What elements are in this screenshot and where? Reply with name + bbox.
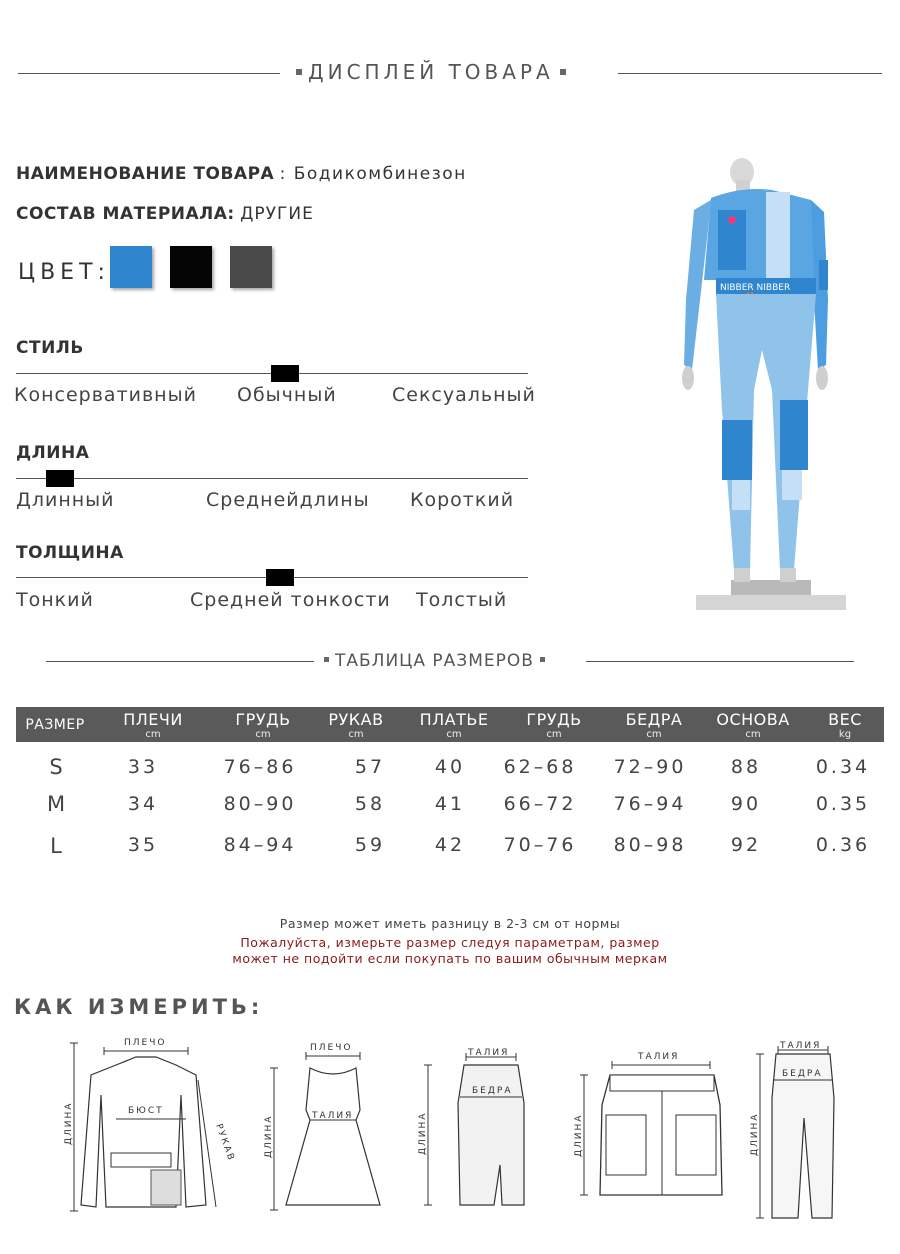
thickness-option-thin: Тонкий (16, 589, 94, 611)
table-cell: 90 (730, 793, 762, 815)
header-chest: ГРУДЬ cm (526, 710, 582, 740)
bullet-icon (560, 69, 566, 75)
thickness-title: ТОЛЩИНА (16, 543, 124, 563)
header-shoulders: ПЛЕЧИ cm (123, 710, 183, 740)
table-cell: 35 (127, 834, 159, 856)
header-hips: БЕДРА cm (625, 710, 683, 740)
display-section-title (290, 60, 572, 84)
shorts-waist-label: ТАЛИЯ (638, 1052, 680, 1062)
color-swatch-black[interactable] (170, 246, 212, 288)
table-cell: 84–94 (223, 834, 297, 856)
measure-warning-line2: может не подойти если покупать по вашим обычным меркам (232, 951, 668, 966)
table-cell: 80–90 (223, 793, 297, 815)
table-cell: 92 (730, 834, 762, 856)
coat-shoulder-label: ПЛЕЧО (124, 1038, 167, 1048)
length-title: ДЛИНА (16, 443, 90, 463)
style-marker (271, 365, 299, 382)
bullet-icon (324, 657, 329, 662)
color-label: ЦВЕТ: (18, 260, 110, 285)
measure-warning-line1: Пожалуйста, измерьте размер следуя параметрам, размер (240, 935, 660, 950)
header-size: РАЗМЕР (25, 717, 85, 733)
length-scale-line (16, 478, 528, 479)
header-dress: ПЛАТЬЕ cm (419, 710, 489, 740)
table-cell: 42 (434, 834, 466, 856)
pants-hips-label: БЕДРА (782, 1069, 823, 1079)
display-header-line-right (618, 73, 882, 74)
table-cell: 57 (354, 756, 386, 778)
dress-length-label: ДЛИНА (264, 1114, 274, 1158)
header-weight: ВЕС kg (828, 710, 862, 740)
material-row (16, 204, 314, 224)
how-to-measure-title: КАК ИЗМЕРИТЬ: (14, 995, 264, 1019)
pants-waist-label: ТАЛИЯ (780, 1041, 822, 1051)
color-swatch-blue[interactable] (110, 246, 152, 288)
product-name-row (16, 164, 467, 184)
material-value: ДРУГИЕ (240, 204, 314, 224)
display-header-line-left (18, 73, 280, 74)
skirt-measure-sketch (410, 1045, 540, 1215)
thickness-marker (266, 569, 294, 586)
skirt-hips-label: БЕДРА (472, 1086, 513, 1096)
table-cell: L (50, 834, 62, 858)
length-option-medium: Среднейдлины (206, 489, 370, 511)
pants-length-label: ДЛИНА (750, 1112, 760, 1156)
table-cell: 70–76 (503, 834, 577, 856)
table-cell: 80–98 (613, 834, 687, 856)
table-cell: 59 (354, 834, 386, 856)
skirt-length-label: ДЛИНА (418, 1111, 428, 1155)
table-cell: 40 (434, 756, 466, 778)
style-option-conservative: Консервативный (14, 384, 197, 406)
table-cell: 0.35 (815, 793, 871, 815)
product-name-label: НАИМЕНОВАНИЕ ТОВАРА (16, 164, 275, 184)
table-cell: M (46, 792, 66, 816)
coat-length-label: ДЛИНА (64, 1101, 74, 1145)
material-label: СОСТАВ МАТЕРИАЛА: (16, 204, 235, 224)
table-cell: 62–68 (503, 756, 577, 778)
waistband-text: NIBBER NIBBER (720, 283, 791, 293)
style-title: СТИЛЬ (16, 338, 84, 358)
display-title-text: ДИСПЛЕЙ ТОВАРА (308, 60, 554, 84)
size-header-line-right (586, 661, 854, 662)
dress-shoulder-label: ПЛЕЧО (310, 1043, 353, 1053)
length-marker (46, 470, 74, 487)
thickness-option-medium: Средней тонкости (190, 589, 391, 611)
table-cell: 41 (434, 793, 466, 815)
header-base: ОСНОВА cm (716, 710, 790, 740)
coat-sleeve-label: РУКАВ (213, 1122, 237, 1164)
table-cell: 34 (127, 793, 159, 815)
length-option-long: Длинный (16, 489, 115, 511)
table-cell: 88 (730, 756, 762, 778)
dress-waist-label: ТАЛИЯ (312, 1111, 354, 1121)
table-cell: 72–90 (613, 756, 687, 778)
size-note: Размер может иметь разницу в 2-3 см от нормы (279, 916, 621, 931)
bullet-icon (540, 657, 545, 662)
style-option-regular: Обычный (237, 384, 337, 406)
bullet-icon (296, 69, 302, 75)
table-cell: 33 (127, 756, 159, 778)
shorts-length-label: ДЛИНА (574, 1113, 584, 1157)
table-cell: 0.36 (815, 834, 871, 856)
table-cell: S (49, 755, 63, 779)
table-cell: 66–72 (503, 793, 577, 815)
mannequin-bodysuit-image (676, 150, 866, 610)
table-cell: 0.34 (815, 756, 871, 778)
coat-bust-label: БЮСТ (128, 1106, 164, 1116)
skirt-waist-label: ТАЛИЯ (468, 1048, 510, 1058)
thickness-option-thick: Толстый (416, 589, 508, 611)
product-name-value: : Бодикомбинезон (279, 164, 467, 184)
table-cell: 76–86 (223, 756, 297, 778)
size-title-text: ТАБЛИЦА РАЗМЕРОВ (335, 651, 534, 671)
pants-measure-sketch (750, 1038, 850, 1223)
size-header-line-left (46, 661, 314, 662)
style-option-sexy: Сексуальный (392, 384, 536, 406)
table-cell: 58 (354, 793, 386, 815)
table-cell: 76–94 (613, 793, 687, 815)
header-sleeve: РУКАВ cm (328, 710, 384, 740)
shorts-measure-sketch (570, 1045, 750, 1205)
size-section-title (318, 651, 551, 671)
header-bust: ГРУДЬ cm (235, 710, 291, 740)
coat-measure-sketch (56, 1035, 246, 1220)
length-option-short: Короткий (410, 489, 515, 511)
color-swatch-grey[interactable] (230, 246, 272, 288)
dress-measure-sketch (260, 1040, 400, 1215)
